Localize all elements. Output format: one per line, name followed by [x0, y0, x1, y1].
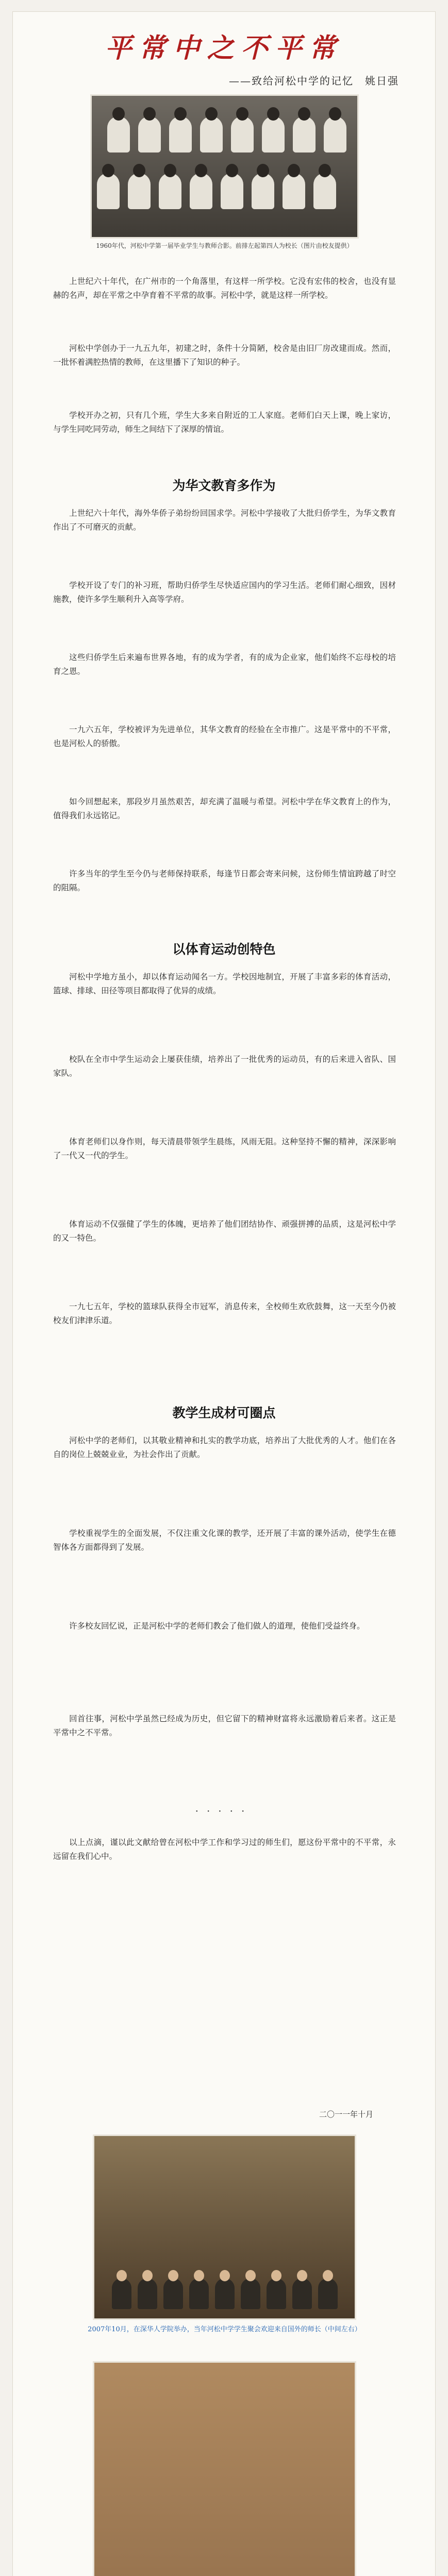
intro-paragraph: 上世纪六十年代，在广州市的一个角落里，有这样一所学校。它没有宏伟的校舍，也没有显赫的名声，却在平常之中孕育着不平常的故事。河松中学，就是这样一所学校。	[53, 277, 396, 300]
section-paragraph: 学校开设了专门的补习班，帮助归侨学生尽快适应国内的学习生活。老师们耐心细致，因材施教，使许多学生顺利升入高等学府。	[53, 581, 396, 604]
section-divider: ·····	[195, 1805, 253, 1817]
closing-paragraph: 以上点滴，谨以此文献给曾在河松中学工作和学习过的师生们，愿这份平常中的不平常，永远留在我们心中。	[53, 1838, 396, 1861]
section-paragraph: 上世纪六十年代，海外华侨子弟纷纷回国求学。河松中学接收了大批归侨学生，为华文教育作出了不可磨灭的贡献。	[53, 509, 396, 532]
section-paragraph: 这些归侨学生后来遍布世界各地，有的成为学者，有的成为企业家，他们始终不忘母校的培育之恩。	[53, 653, 396, 676]
section-paragraph: 一九六五年，学校被评为先进单位，其华文教育的经验在全市推广。这是平常中的不平常，也是河松人的骄傲。	[53, 725, 396, 748]
section-paragraph: 如今回想起来，那段岁月虽然艰苦，却充满了温暖与希望。河松中学在华文教育上的作为，值得我们永远铭记。	[53, 797, 396, 820]
section-paragraph: 河松中学的老师们，以其敬业精神和扎实的教学功底，培养出了大批优秀的人才。他们在各自的岗位上兢兢业业，为社会作出了贡献。	[53, 1436, 396, 1459]
reunion-photo-2007	[93, 2134, 356, 2320]
intro-paragraph: 河松中学创办于一九五九年，初建之时，条件十分简陋，校舍是由旧厂房改建而成。然而，一批怀着满腔热情的教师，在这里播下了知识的种子。	[53, 344, 396, 367]
article-title: 平常中之不平常	[105, 32, 343, 64]
group-photo-1960s	[90, 94, 359, 239]
section-paragraph: 许多校友回忆说，正是河松中学的老师们教会了他们做人的道理，使他们受益终身。	[69, 1621, 365, 1631]
article-page	[12, 11, 436, 2576]
section-paragraph: 校队在全市中学生运动会上屡获佳绩，培养出了一批优秀的运动员，有的后来进入省队、国家队。	[53, 1055, 396, 1078]
section-heading: 为华文教育多作为	[172, 478, 276, 493]
article-date: 二〇一一年十月	[319, 2110, 373, 2119]
section-paragraph: 河松中学地方虽小，却以体育运动闻名一方。学校因地制宜，开展了丰富多彩的体育活动，篮球、排球、田径等项目都取得了优异的成绩。	[53, 972, 396, 995]
section-paragraph: 体育老师们以身作则，每天清晨带领学生晨练，风雨无阻。这种坚持不懈的精神，深深影响了一代又一代的学生。	[53, 1137, 396, 1160]
section-paragraph: 回首往事，河松中学虽然已经成为历史，但它留下的精神财富将永远激励着后来者。这正是平常中之不平常。	[53, 1714, 396, 1737]
section-heading: 教学生成材可圈点	[172, 1405, 276, 1420]
section-heading: 以体育运动创特色	[172, 942, 276, 957]
section-paragraph: 许多当年的学生至今仍与老师保持联系，每逢节日都会寄来问候，这份师生情谊跨越了时空的阻隔。	[53, 869, 396, 892]
photo-caption: 1960年代，河松中学第一届毕业学生与教师合影。前排左起第四人为校长（图片由校友提供）	[96, 242, 353, 249]
section-paragraph: 一九七五年，学校的篮球队获得全市冠军，消息传来，全校师生欢欣鼓舞，这一天至今仍被校友们津津乐道。	[53, 1302, 396, 1325]
photo-caption-2007: 2007年10月，在深华人学院举办，当年河松中学学生聚会欢迎来自国外的师长（中间左右）	[88, 2326, 361, 2333]
article-subtitle: ——致给河松中学的记忆 姚日强	[229, 75, 399, 87]
intro-paragraph: 学校开办之初，只有几个班，学生大多来自附近的工人家庭。老师们白天上课，晚上家访，与学生同吃同劳动，师生之间结下了深厚的情谊。	[53, 411, 396, 434]
section-paragraph: 体育运动不仅强健了学生的体魄，更培养了他们团结协作、顽强拼搏的品质，这是河松中学的又一特色。	[53, 1219, 396, 1243]
section-paragraph: 学校重视学生的全面发展，不仅注重文化课的教学，还开展了丰富的课外活动，使学生在德智体各方面都得到了发展。	[53, 1529, 396, 1552]
reunion-photo-2010	[93, 2361, 356, 2576]
